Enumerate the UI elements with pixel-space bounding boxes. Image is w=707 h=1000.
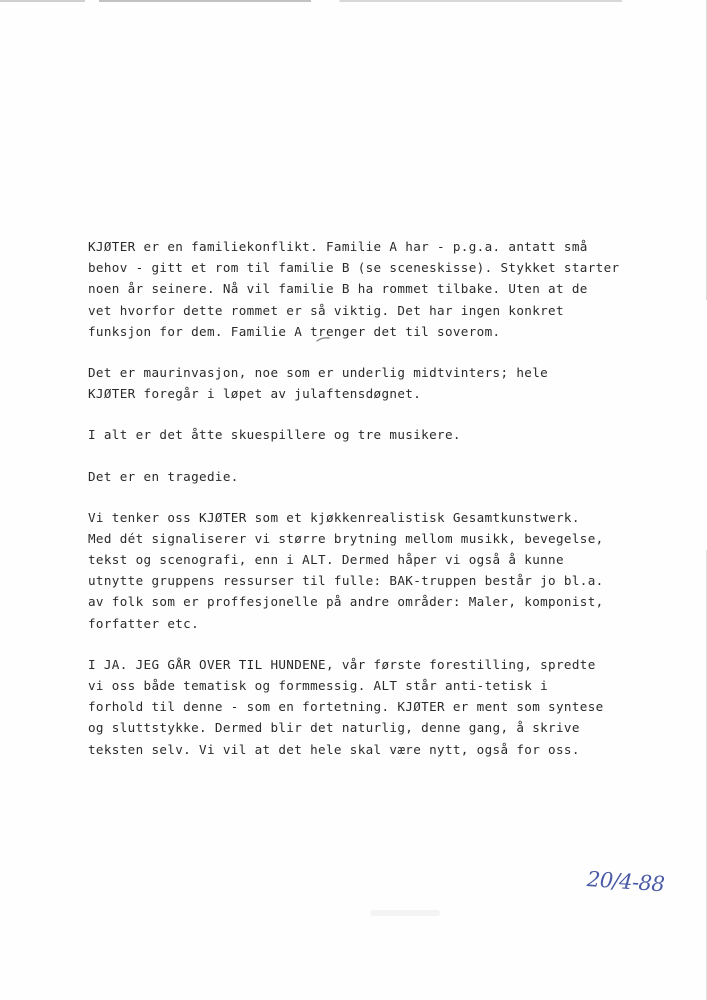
text-line: Vi tenker oss KJØTER som et kjøkkenrealistisk Gesamtkunstwerk.: [88, 509, 580, 525]
text-line: Det er maurinvasjon, noe som er underlig midtvinters; hele: [88, 364, 549, 380]
text-line: av folk som er proffesjonelle på andre områder: Maler, komponist,: [88, 594, 604, 610]
paragraph-1: [88, 236, 688, 342]
text-line: behov - gitt et rom til familie B (se sceneskisse). Stykket starter: [88, 260, 620, 276]
text-line: I JA. JEG GÅR OVER TIL HUNDENE, vår første forestilling, spredte: [88, 656, 596, 672]
paragraph-2: [88, 362, 688, 404]
handwritten-date: 20/4-88: [586, 867, 666, 897]
text-line: funksjon for dem. Familie A trenger det til soverom.: [88, 323, 501, 339]
text-line: og sluttstykke. Dermed blir det naturlig, denne gang, å skrive: [88, 720, 580, 736]
text-line: vi oss både tematisk og formmessig. ALT står anti-tetisk i: [88, 678, 549, 693]
text-line: tekst og scenografi, enn i ALT. Dermed håper vi også å kunne: [88, 552, 564, 568]
text-line: Det er en tragedie.: [88, 468, 239, 484]
document-body: [88, 236, 688, 780]
text-line: teksten selv. Vi vil at det hele skal være nytt, også for oss.: [88, 741, 580, 757]
text-line: KJØTER er en familiekonflikt. Familie A har - p.g.a. antatt små: [88, 239, 588, 254]
text-line: Med dét signaliserer vi større brytning mellom musikk, bevegelse,: [88, 530, 604, 546]
text-line: I alt er det åtte skuespillere og tre musikere.: [88, 427, 461, 443]
paragraph-3: [88, 424, 688, 445]
paragraph-5: [88, 507, 688, 634]
paragraph-6: [88, 654, 688, 760]
text-line: noen år seinere. Nå vil familie B ha rommet tilbake. Uten at de: [88, 281, 588, 297]
paragraph-4: [88, 466, 688, 487]
text-line: utnytte gruppens ressurser til fulle: BAK-truppen består jo bl.a.: [88, 573, 604, 589]
scan-smudge: [370, 910, 440, 916]
text-line: KJØTER foregår i løpet av julaftensdøgnet.: [88, 386, 422, 402]
scan-top-edge: [0, 0, 707, 2]
text-line: forfatter etc.: [88, 615, 200, 631]
text-line: vet hvorfor dette rommet er så viktig. Det har ingen konkret: [88, 302, 564, 318]
text-line: forhold til denne - som en fortetning. KJØTER er ment som syntese: [88, 699, 604, 715]
pencil-correction-mark: [316, 336, 330, 342]
